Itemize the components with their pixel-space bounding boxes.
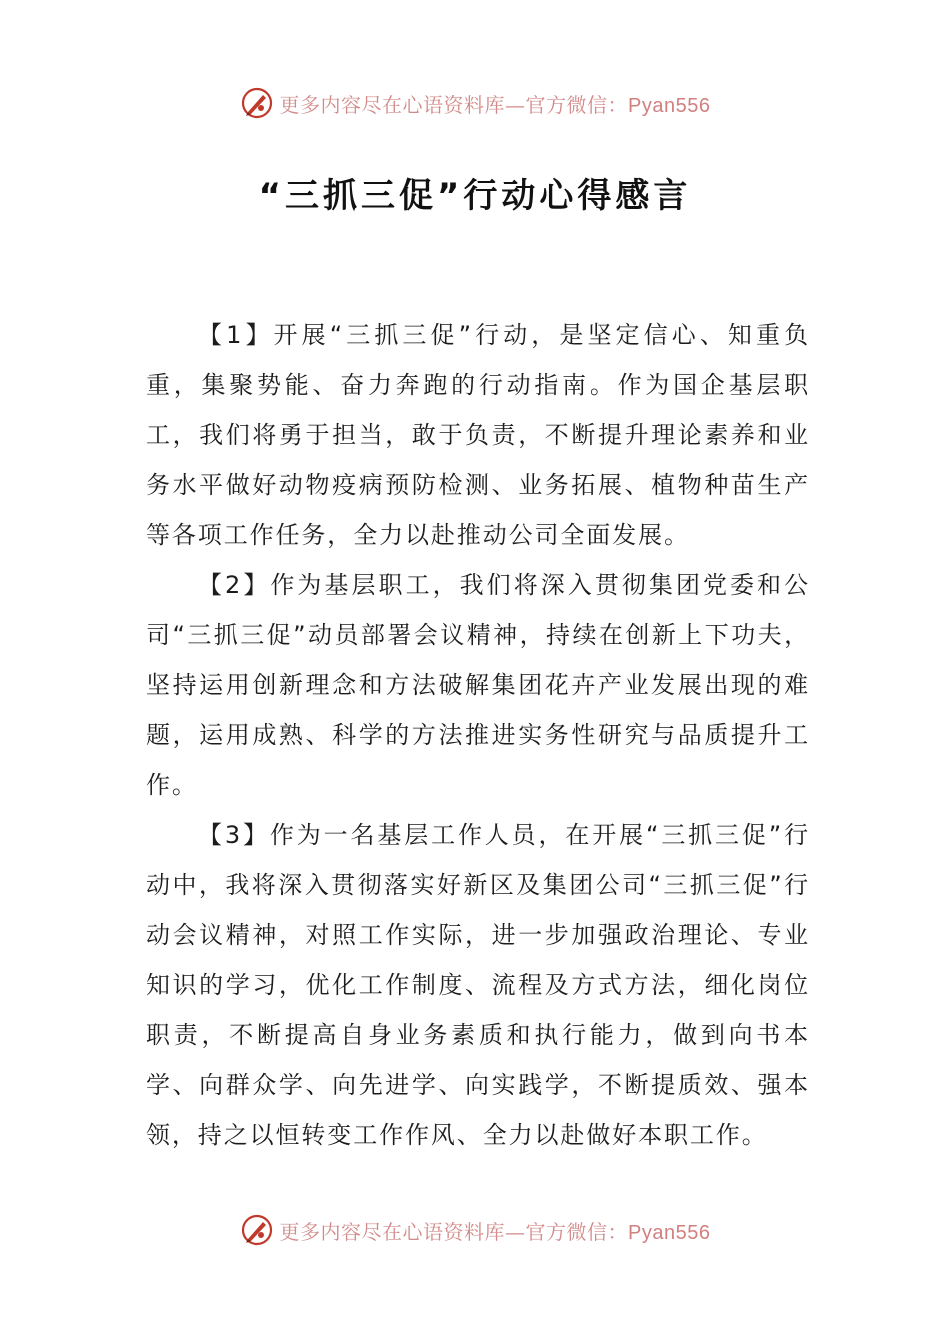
pen-circle-logo-icon [240,86,274,120]
paragraph-3: 【3】作为一名基层工作人员，在开展“三抓三促”行动中，我将深入贯彻落实好新区及集团公司“三抓三促”行动会议精神，对照工作实际，进一步加强政治理论、专业知识的学习，优化工作制度、流程及方式方法，细化岗位职责，不断提高自身业务素质和执行能力，做到向书本学、向群众学、向先进学、向实践学，不断提质效、强本领，持之以恒转变工作作风、全力以赴做好本职工作。 [146,821,810,1149]
watermark-wechat-id: Pyan556 [628,1221,711,1244]
watermark-label: 更多内容尽在心语资料库—官方微信： [279,92,629,117]
footer-watermark [0,1210,950,1250]
watermark-wechat-id: Pyan556 [628,94,711,117]
watermark-text [280,1216,711,1245]
watermark-text [280,89,711,118]
document-body [146,310,810,1160]
paragraph-2: 【2】作为基层职工，我们将深入贯彻集团党委和公司“三抓三促”动员部署会议精神，持续在创新上下功夫，坚持运用创新理念和方法破解集团花卉产业发展出现的难题，运用成熟、科学的方法推进实务性研究与品质提升工作。 [146,571,810,799]
page-title: “三抓三促”行动心得感言 [258,176,692,216]
header-watermark [0,83,950,123]
paragraph-1: 【1】开展“三抓三促”行动，是坚定信心、知重负重，集聚势能、奋力奔跑的行动指南。作为国企基层职工，我们将勇于担当，敢于负责，不断提升理论素养和业务水平做好动物疫病预防检测、业务拓展、植物种苗生产等各项工作任务，全力以赴推动公司全面发展。 [146,321,810,549]
pen-circle-logo-icon [240,1213,274,1247]
watermark-label: 更多内容尽在心语资料库—官方微信： [279,1219,629,1244]
